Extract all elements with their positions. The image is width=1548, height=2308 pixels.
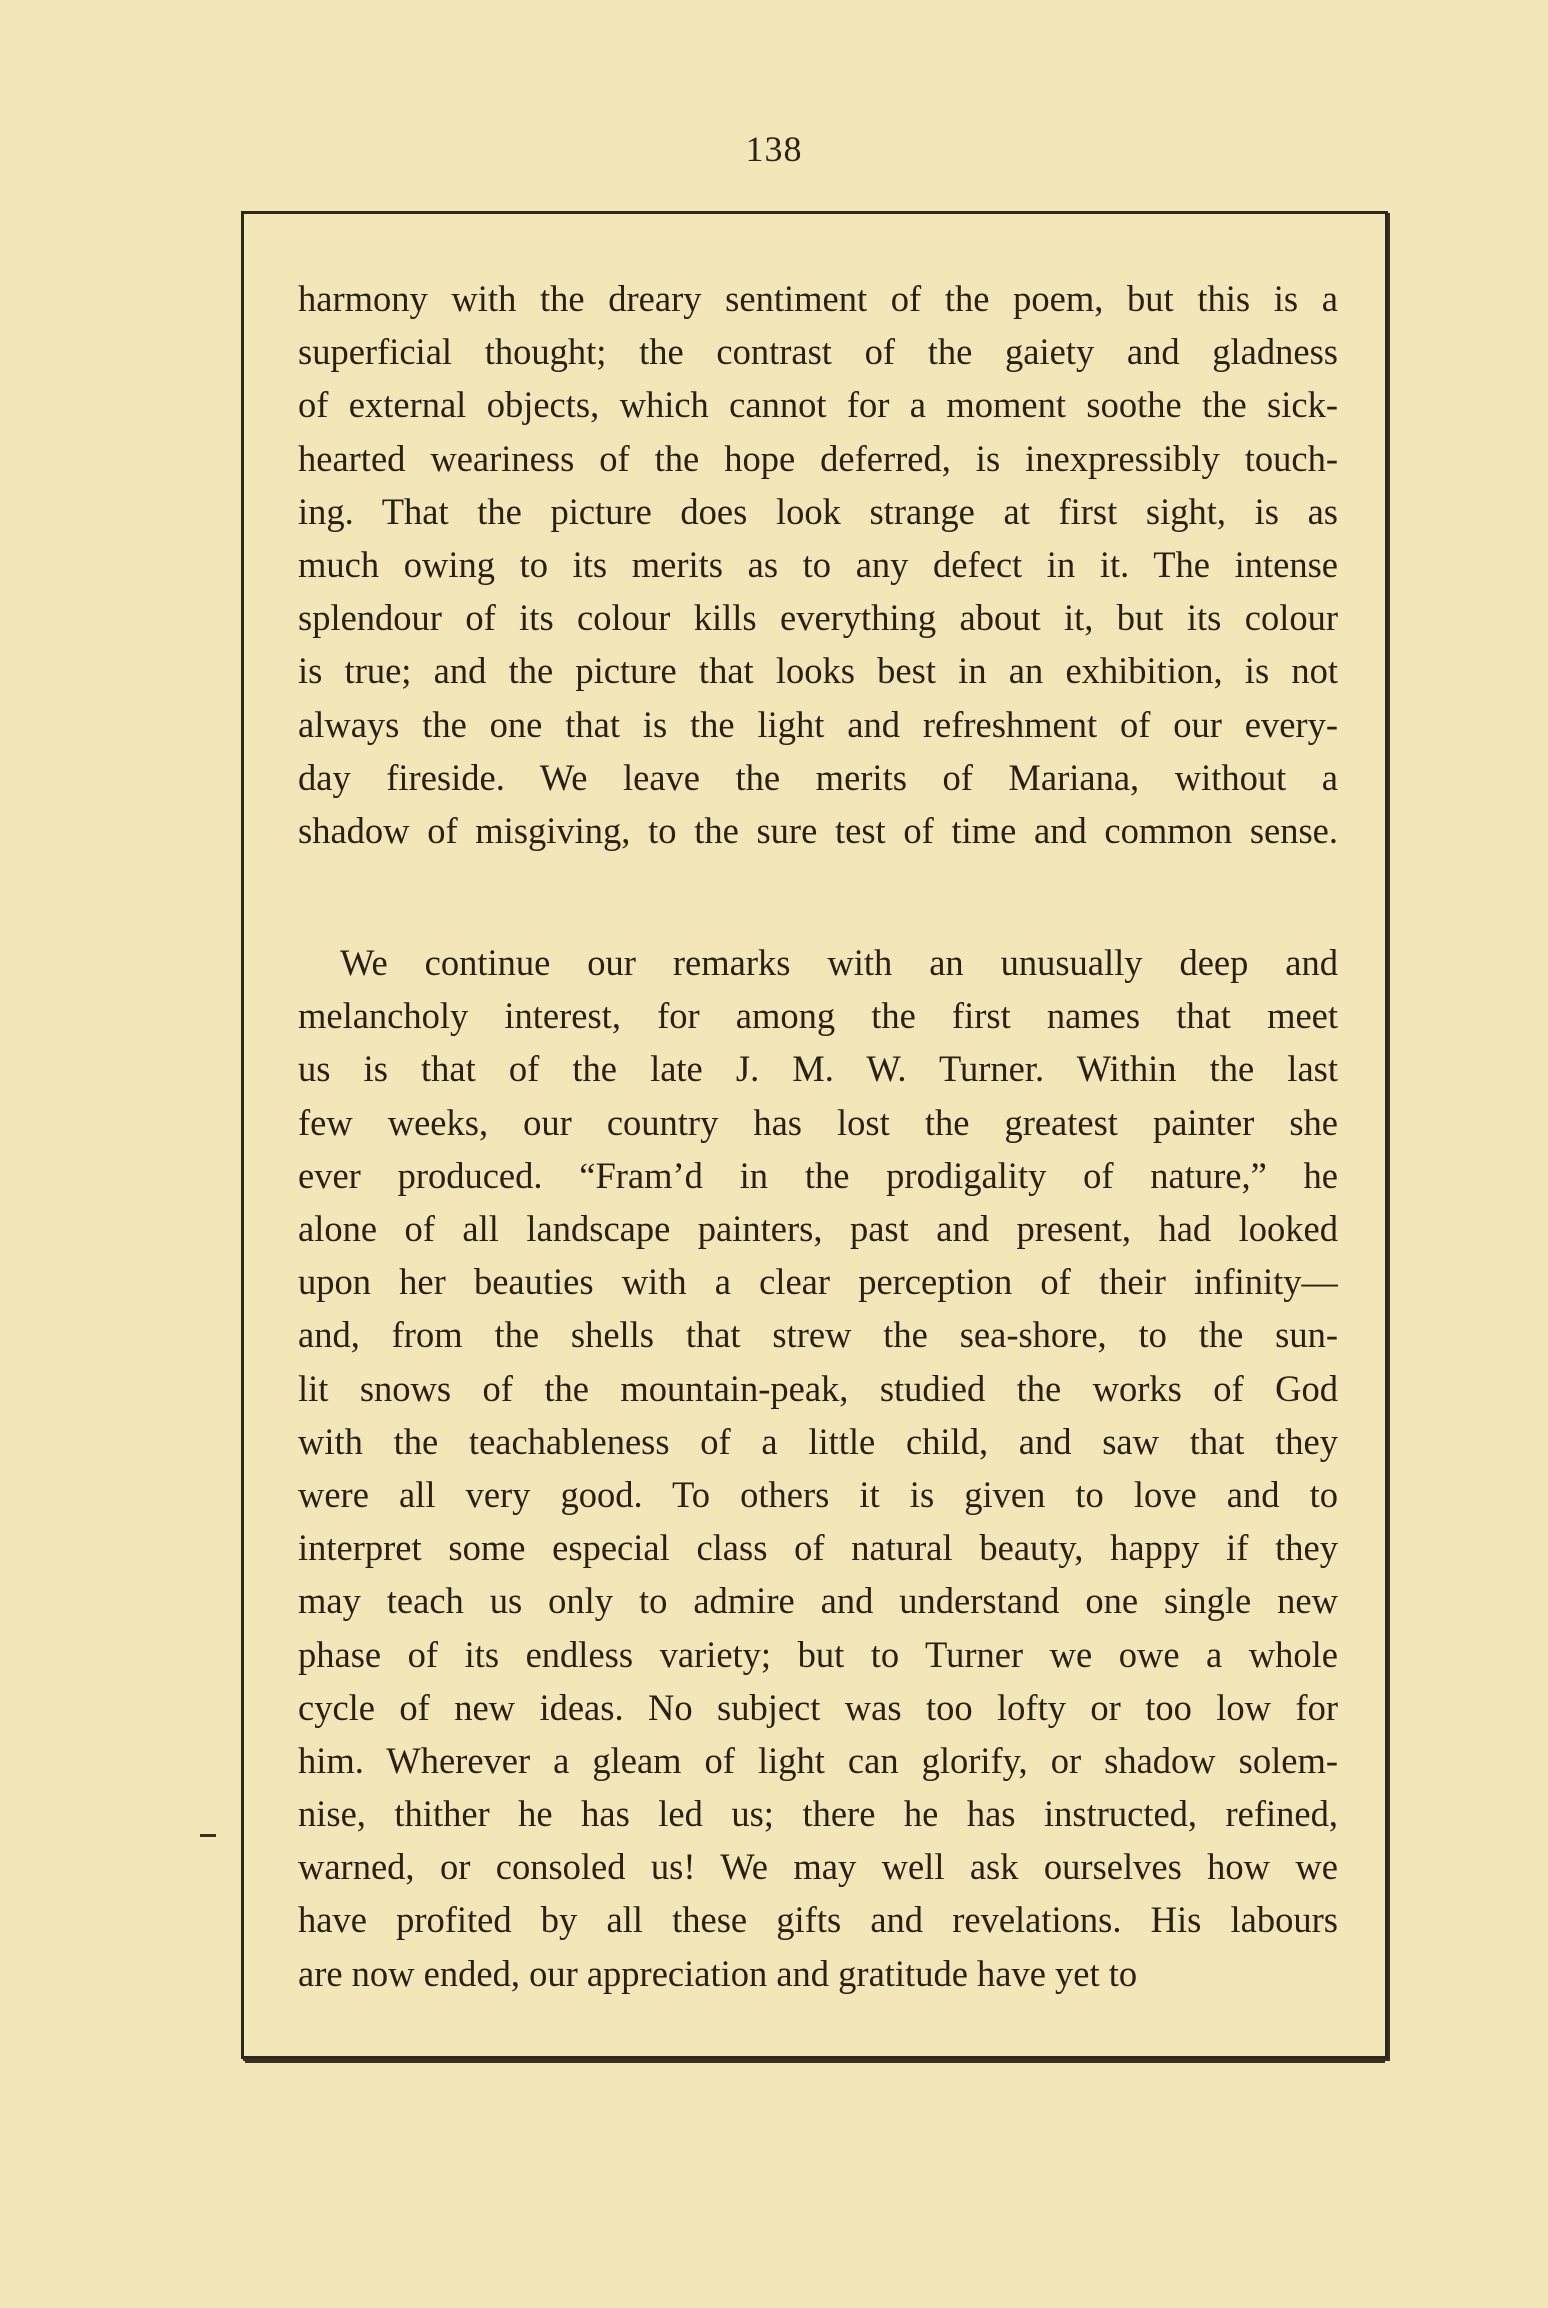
text-line: alone of all landscape painters, past and present, had looked (298, 1208, 1338, 1249)
text-line: us is that of the late J. M. W. Turner. Within the last (298, 1048, 1338, 1090)
text-line: may teach us only to admire and understand one single new (298, 1580, 1338, 1622)
text-line: melancholy interest, for among the first names that meet (298, 995, 1338, 1037)
bottom-rule (245, 2061, 1385, 2063)
page-number: 138 (745, 129, 803, 169)
text-line: of external objects, which cannot for a moment soothe the sick- (298, 384, 1338, 426)
text-line: with the teachableness of a little child, and saw that they (298, 1420, 1338, 1462)
page-body (298, 272, 1338, 2000)
text-line: splendour of its colour kills everything about it, but its colour (298, 597, 1338, 639)
text-line: cycle of new ideas. No subject was too lofty or too low for (298, 1686, 1338, 1728)
text-line: few weeks, our country has lost the greatest painter she (298, 1101, 1338, 1143)
text-line: him. Wherever a gleam of light can glorify, or shadow solem- (298, 1739, 1338, 1781)
paragraph-gap (298, 857, 1338, 936)
text-line: were all very good. To others it is given to love and to (298, 1473, 1338, 1515)
text-line: ever produced. “Fram’d in the prodigality of nature,” he (298, 1154, 1338, 1196)
text-line: harmony with the dreary sentiment of the poem, but this is a (298, 278, 1338, 319)
text-line: shadow of misgiving, to the sure test of time and common sense. (298, 809, 1338, 851)
text-line: ing. That the picture does look strange at first sight, is as (298, 490, 1338, 532)
paragraph-2 (298, 936, 1338, 2000)
text-line: always the one that is the light and refreshment of our every- (298, 703, 1338, 745)
text-line: nise, thither he has led us; there he has instructed, refined, (298, 1793, 1338, 1835)
text-line: hearted weariness of the hope deferred, is inexpressibly touch- (298, 437, 1338, 479)
text-line: is true; and the picture that looks best in an exhibition, is not (298, 650, 1338, 692)
text-line: warned, or consoled us! We may well ask ourselves how we (298, 1846, 1338, 1888)
text-line: phase of its endless variety; but to Turner we owe a whole (298, 1633, 1338, 1675)
text-line: interpret some especial class of natural beauty, happy if they (298, 1527, 1338, 1569)
margin-mark (200, 1834, 216, 1837)
text-line: have profited by all these gifts and revelations. His labours (298, 1899, 1338, 1941)
text-line: much owing to its merits as to any defect in it. The intense (298, 543, 1338, 585)
text-line: lit snows of the mountain-peak, studied the works of God (298, 1367, 1338, 1409)
paragraph-1 (298, 272, 1338, 857)
text-line: We continue our remarks with an unusually deep and (340, 942, 1338, 984)
text-line: superficial thought; the contrast of the gaiety and gladness (298, 331, 1338, 373)
text-line: and, from the shells that strew the sea-shore, to the sun- (298, 1314, 1338, 1356)
text-line: upon her beauties with a clear perception of their infinity— (298, 1261, 1338, 1303)
text-line: day fireside. We leave the merits of Mariana, without a (298, 756, 1338, 798)
text-line: are now ended, our appreciation and gratitude have yet to (298, 1952, 1138, 1994)
